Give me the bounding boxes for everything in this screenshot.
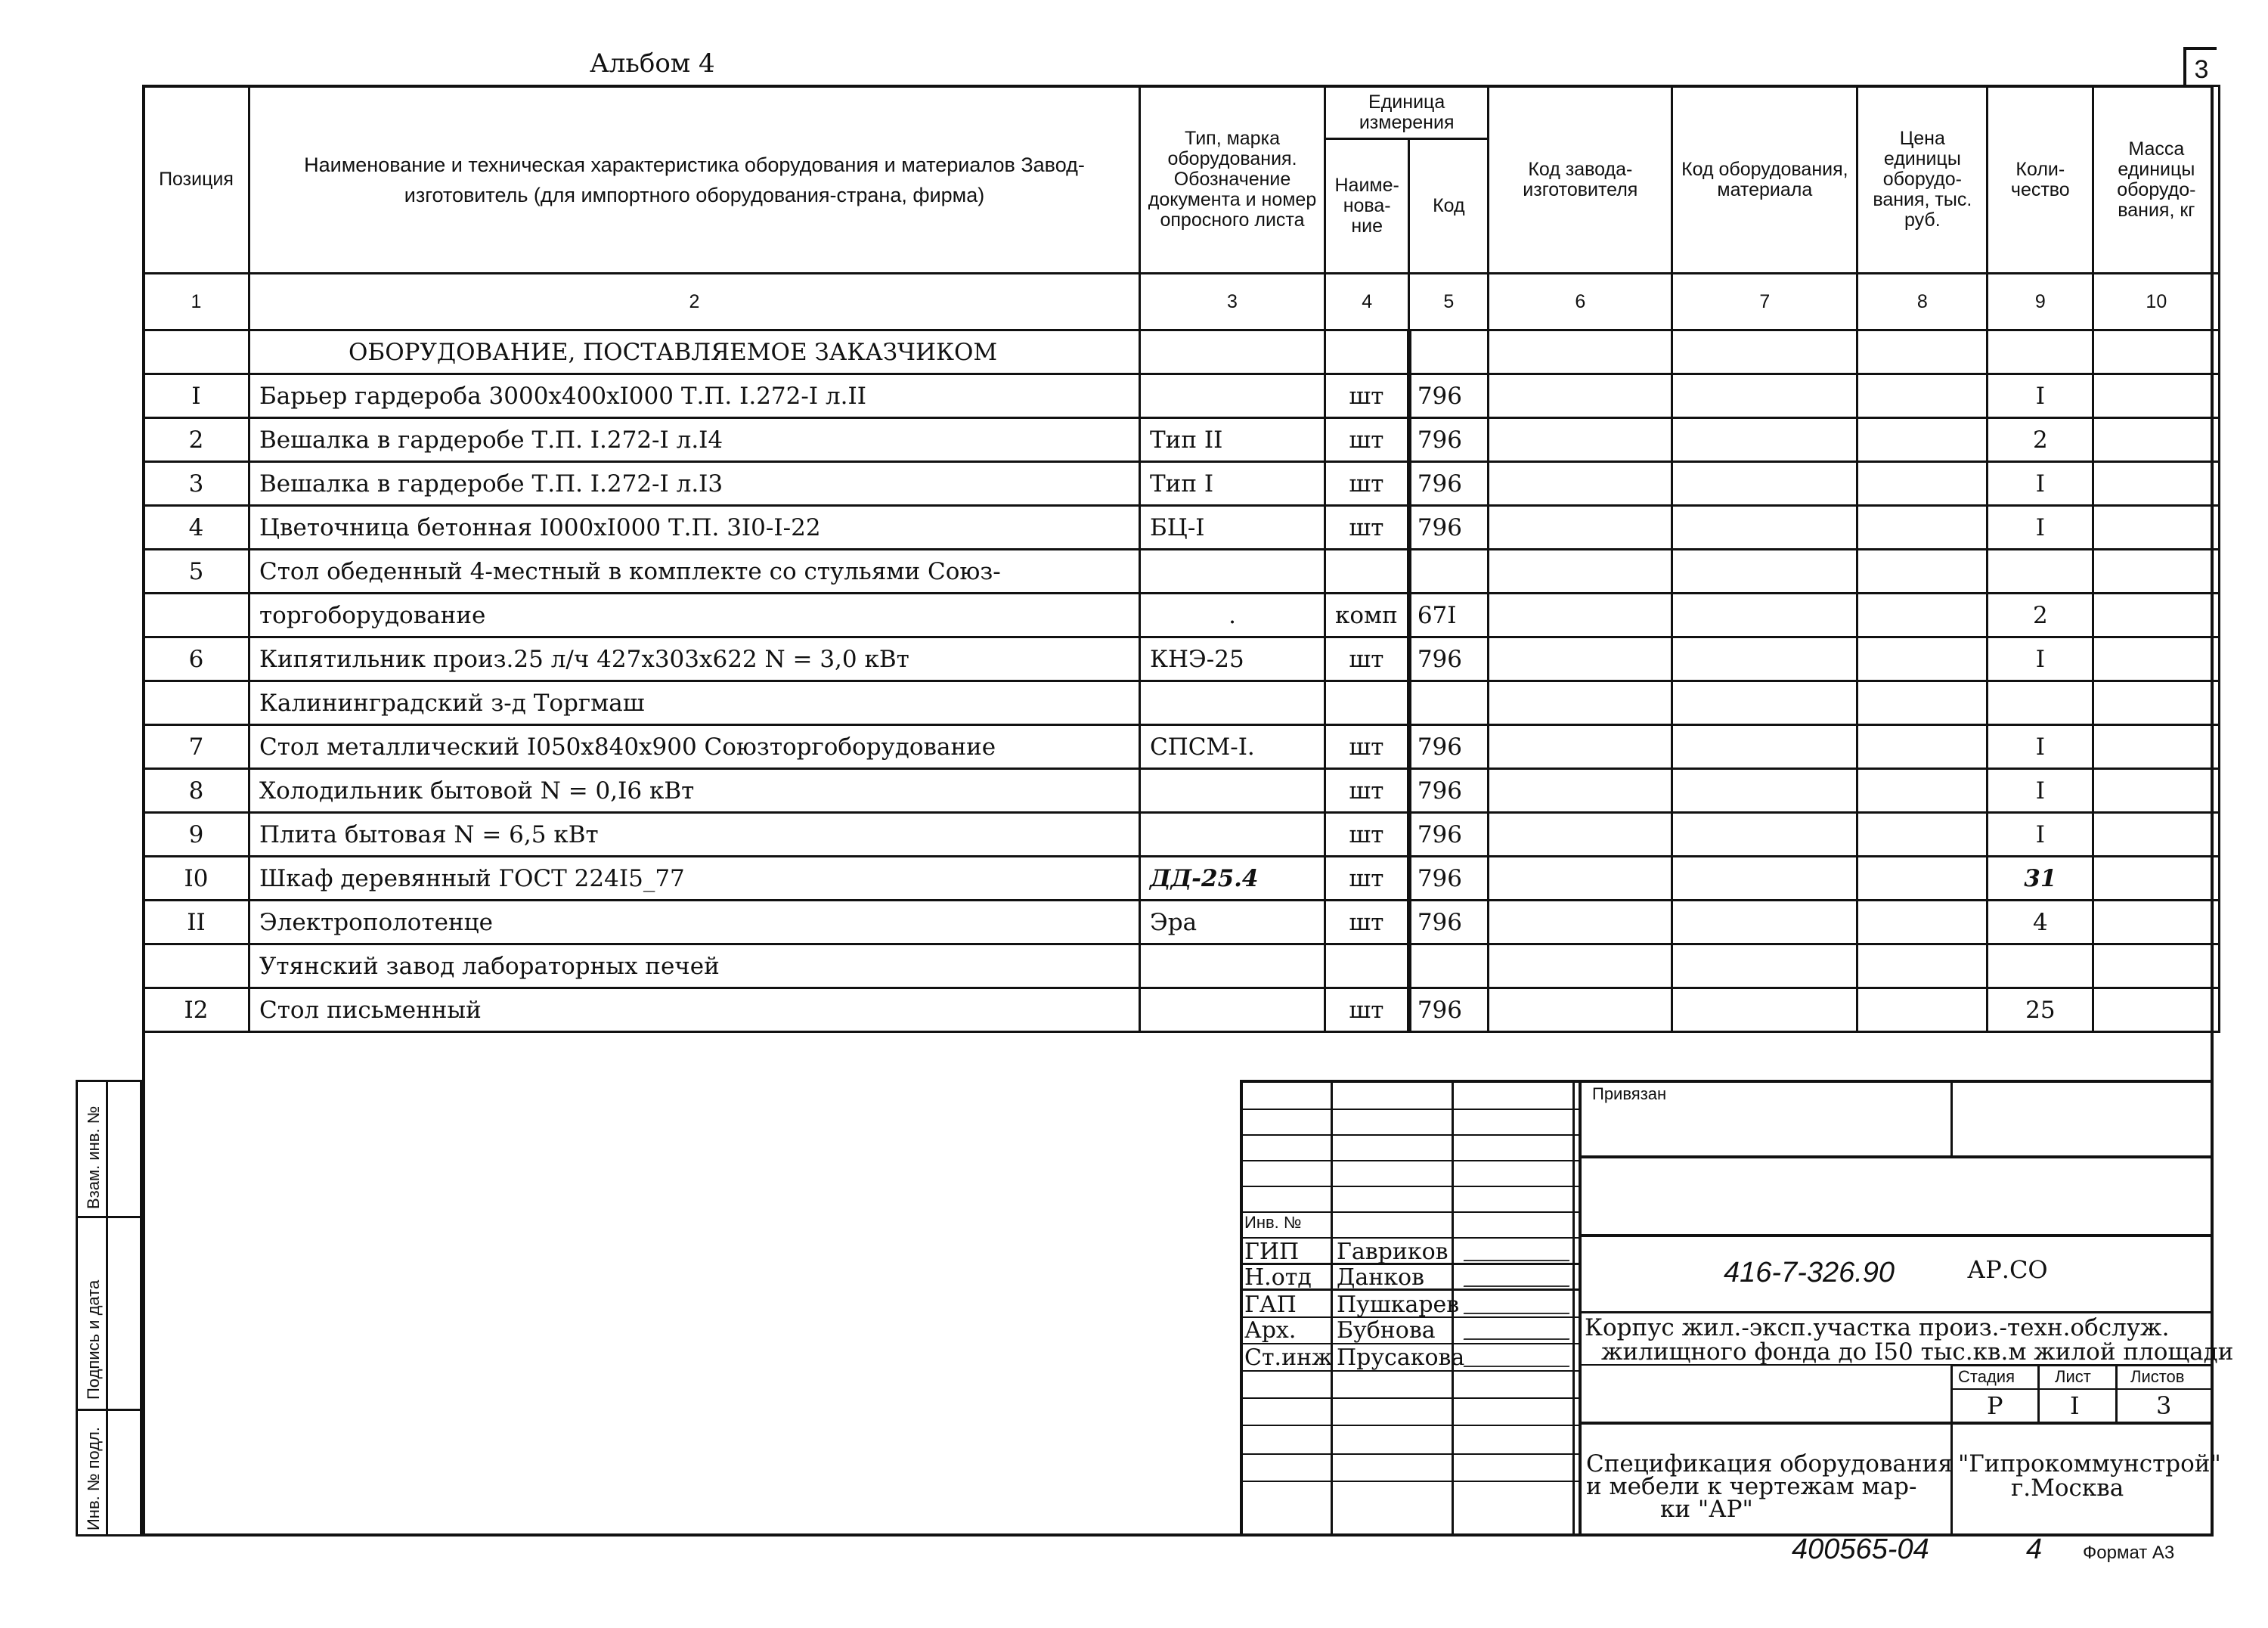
unit-code-cell — [1409, 944, 1489, 988]
type-cell: Тип II — [1140, 418, 1325, 462]
quantity-cell — [1988, 550, 2093, 594]
table-row — [144, 944, 2220, 988]
price-cell — [1857, 944, 1988, 988]
mass-cell — [2093, 462, 2220, 506]
position-cell: I2 — [144, 988, 249, 1032]
album-label: Альбом 4 — [590, 48, 715, 79]
factory-code-cell — [1489, 725, 1672, 769]
position-cell: 3 — [144, 462, 249, 506]
factory-code-cell — [1489, 857, 1672, 901]
price-cell — [1857, 374, 1988, 418]
unit-code-cell: 796 — [1409, 374, 1489, 418]
factory-code-cell — [1489, 769, 1672, 813]
table-row — [144, 857, 2220, 901]
header-name: Наименование и техническая характеристика оборудования и материалов Завод-изготовитель (для импортного оборудования-страна, фирма) — [249, 86, 1140, 274]
name-cell: Вешалка в гардеробе Т.П. I.272-I л.I3 — [249, 462, 1140, 506]
type-cell: . — [1140, 594, 1325, 637]
mass-cell — [2093, 944, 2220, 988]
title-block — [1240, 1080, 2234, 1537]
unit-name-cell: шт — [1325, 988, 1409, 1032]
sheets-value: 3 — [2156, 1391, 2172, 1420]
name-cell: Шкаф деревянный ГОСТ 224I5_77 — [249, 857, 1140, 901]
table-row — [144, 769, 2220, 813]
position-cell: I0 — [144, 857, 249, 901]
unit-code-cell — [1409, 681, 1489, 725]
quantity-cell — [1988, 944, 2093, 988]
factory-code-cell — [1489, 944, 1672, 988]
type-cell: БЦ-I — [1140, 506, 1325, 550]
signature — [1464, 1263, 1576, 1287]
person-name: Прусакова — [1337, 1344, 1465, 1371]
unit-code-cell: 796 — [1409, 637, 1489, 681]
header-mass: Масса единицы оборудо-вания, кг — [2093, 86, 2220, 274]
mass-cell — [2093, 550, 2220, 594]
mass-cell — [2093, 330, 2220, 374]
position-cell: 5 — [144, 550, 249, 594]
mass-cell — [2093, 374, 2220, 418]
object-name-line-2: жилищного фонда до I50 тыс.кв.м жилой площади — [1601, 1338, 2234, 1366]
price-cell — [1857, 725, 1988, 769]
mass-cell — [2093, 857, 2220, 901]
type-cell — [1140, 813, 1325, 857]
quantity-cell: I — [1988, 374, 2093, 418]
header-unit-name: Наиме-нова-ние — [1325, 139, 1409, 274]
name-cell: Цветочница бетонная I000хI000 Т.П. 3I0-I-22 — [249, 506, 1140, 550]
unit-name-cell: шт — [1325, 901, 1409, 944]
quantity-cell: 2 — [1988, 594, 2093, 637]
price-cell — [1857, 550, 1988, 594]
object-name-line-1: Корпус жил.-эксп.участка произ.-техн.обслуж. — [1585, 1314, 2170, 1341]
header-equipment-code: Код оборудования, материала — [1672, 86, 1857, 274]
unit-code-cell: 67I — [1409, 594, 1489, 637]
unit-code-cell: 796 — [1409, 418, 1489, 462]
equipment-code-cell — [1672, 769, 1857, 813]
header-factory-code: Код завода-изготовителя — [1489, 86, 1672, 274]
mass-cell — [2093, 725, 2220, 769]
equipment-code-cell — [1672, 681, 1857, 725]
type-cell — [1140, 374, 1325, 418]
factory-code-cell — [1489, 988, 1672, 1032]
factory-code-cell — [1489, 681, 1672, 725]
role-label: Н.отд — [1244, 1264, 1312, 1291]
column-number: 7 — [1672, 274, 1857, 330]
factory-code-cell — [1489, 550, 1672, 594]
position-cell: 2 — [144, 418, 249, 462]
unit-name-cell: шт — [1325, 506, 1409, 550]
mass-cell — [2093, 988, 2220, 1032]
price-cell — [1857, 988, 1988, 1032]
price-cell — [1857, 857, 1988, 901]
unit-name-cell — [1325, 681, 1409, 725]
mass-cell — [2093, 506, 2220, 550]
quantity-cell: I — [1988, 769, 2093, 813]
position-cell: 7 — [144, 725, 249, 769]
quantity-cell: I — [1988, 725, 2093, 769]
equipment-code-cell — [1672, 988, 1857, 1032]
section-heading-row — [144, 330, 2220, 374]
sheet-title-3: ки "АР" — [1660, 1496, 1753, 1523]
position-cell: 6 — [144, 637, 249, 681]
table-row — [144, 374, 2220, 418]
document-number: 416-7-326.90 — [1724, 1257, 1895, 1288]
type-cell: СПСМ-I. — [1140, 725, 1325, 769]
quantity-cell: 31 — [1988, 857, 2093, 901]
name-cell: Кипятильник произ.25 л/ч 427х303х622 N = 3,0 кВт — [249, 637, 1140, 681]
quantity-cell: I — [1988, 506, 2093, 550]
position-cell: I — [144, 374, 249, 418]
unit-code-cell — [1409, 550, 1489, 594]
quantity-cell — [1988, 330, 2093, 374]
table-row — [144, 681, 2220, 725]
unit-code-cell: 796 — [1409, 462, 1489, 506]
person-name: Гавриков — [1337, 1239, 1448, 1265]
equipment-code-cell — [1672, 944, 1857, 988]
signature-date-label: Подпись и дата — [84, 1279, 103, 1400]
unit-code-cell: 796 — [1409, 901, 1489, 944]
paper-format: Формат А3 — [2083, 1543, 2175, 1563]
equipment-code-cell — [1672, 725, 1857, 769]
name-cell: торгоборудование — [249, 594, 1140, 637]
sheets-label: Листов — [2130, 1367, 2185, 1386]
organization-city: г.Москва — [2011, 1475, 2124, 1502]
stage-label: Стадия — [1958, 1367, 2015, 1386]
price-cell — [1857, 462, 1988, 506]
header-unit-group: Единица измерения — [1325, 86, 1489, 139]
original-inventory-label: Инв. № подл. — [84, 1426, 103, 1530]
name-cell: Электрополотенце — [249, 901, 1140, 944]
price-cell — [1857, 330, 1988, 374]
table-row — [144, 901, 2220, 944]
type-cell: ДД-25.4 — [1140, 857, 1325, 901]
sheet-title-1: Спецификация оборудования — [1586, 1450, 1953, 1478]
quantity-cell: 4 — [1988, 901, 2093, 944]
header-position: Позиция — [144, 86, 249, 274]
table-row — [144, 637, 2220, 681]
position-cell — [144, 330, 249, 374]
price-cell — [1857, 594, 1988, 637]
quantity-cell: I — [1988, 462, 2093, 506]
signature — [1464, 1290, 1576, 1314]
unit-code-cell: 796 — [1409, 769, 1489, 813]
quantity-cell: 2 — [1988, 418, 2093, 462]
attached-label: Привязан — [1592, 1084, 1667, 1103]
sheet-label: Лист — [2055, 1367, 2091, 1386]
type-cell — [1140, 944, 1325, 988]
document-mark: АР.СО — [1967, 1255, 2048, 1284]
person-name: Бубнова — [1337, 1317, 1436, 1344]
name-cell: Стол письменный — [249, 988, 1140, 1032]
table-row — [144, 462, 2220, 506]
person-name: Данков — [1337, 1264, 1424, 1291]
unit-name-cell: шт — [1325, 769, 1409, 813]
table-row — [144, 594, 2220, 637]
unit-name-cell: шт — [1325, 857, 1409, 901]
role-label: ГИП — [1244, 1239, 1300, 1265]
equipment-code-cell — [1672, 330, 1857, 374]
price-cell — [1857, 813, 1988, 857]
position-cell: 9 — [144, 813, 249, 857]
table-row — [144, 988, 2220, 1032]
specification-table — [142, 85, 2220, 1033]
price-cell — [1857, 506, 1988, 550]
unit-code-cell: 796 — [1409, 506, 1489, 550]
header-price: Цена единицы оборудо-вания, тыс. руб. — [1857, 86, 1988, 274]
page-number: 4 — [2026, 1533, 2043, 1565]
unit-name-cell: комп — [1325, 594, 1409, 637]
person-name: Пушкарев — [1337, 1292, 1460, 1318]
position-cell: 8 — [144, 769, 249, 813]
price-cell — [1857, 769, 1988, 813]
factory-code-cell — [1489, 594, 1672, 637]
column-number: 10 — [2093, 274, 2220, 330]
unit-name-cell: шт — [1325, 374, 1409, 418]
price-cell — [1857, 637, 1988, 681]
header-unit-code: Код — [1409, 139, 1489, 274]
table-row — [144, 418, 2220, 462]
sheet-corner-number: 3 — [2183, 47, 2217, 88]
position-cell: 4 — [144, 506, 249, 550]
unit-code-cell: 796 — [1409, 857, 1489, 901]
column-number: 2 — [249, 274, 1140, 330]
unit-code-cell: 796 — [1409, 813, 1489, 857]
quantity-cell: I — [1988, 813, 2093, 857]
type-cell: Тип I — [1140, 462, 1325, 506]
role-label: ГАП — [1244, 1292, 1297, 1318]
type-cell — [1140, 988, 1325, 1032]
unit-code-cell — [1409, 330, 1489, 374]
factory-code-cell — [1489, 506, 1672, 550]
binding-stamp — [76, 1080, 142, 1537]
unit-name-cell: шт — [1325, 462, 1409, 506]
type-cell: КНЭ-25 — [1140, 637, 1325, 681]
equipment-code-cell — [1672, 418, 1857, 462]
unit-name-cell — [1325, 330, 1409, 374]
mass-cell — [2093, 418, 2220, 462]
price-cell — [1857, 901, 1988, 944]
equipment-code-cell — [1672, 857, 1857, 901]
mass-cell — [2093, 637, 2220, 681]
factory-code-cell — [1489, 901, 1672, 944]
factory-code-cell — [1489, 374, 1672, 418]
unit-name-cell: шт — [1325, 418, 1409, 462]
mass-cell — [2093, 813, 2220, 857]
quantity-cell: I — [1988, 637, 2093, 681]
type-cell — [1140, 769, 1325, 813]
table-row — [144, 725, 2220, 769]
signature — [1464, 1316, 1576, 1340]
position-cell — [144, 594, 249, 637]
type-cell — [1140, 681, 1325, 725]
unit-name-cell: шт — [1325, 813, 1409, 857]
column-number: 4 — [1325, 274, 1409, 330]
unit-name-cell: шт — [1325, 637, 1409, 681]
name-cell: ОБОРУДОВАНИЕ, ПОСТАВЛЯЕМОЕ ЗАКАЗЧИКОМ — [249, 330, 1140, 374]
position-cell — [144, 681, 249, 725]
unit-name-cell: шт — [1325, 725, 1409, 769]
equipment-code-cell — [1672, 594, 1857, 637]
mass-cell — [2093, 769, 2220, 813]
mass-cell — [2093, 681, 2220, 725]
name-cell: Стол металлический I050х840х900 Союзторгоборудование — [249, 725, 1140, 769]
equipment-code-cell — [1672, 901, 1857, 944]
name-cell: Вешалка в гардеробе Т.П. I.272-I л.I4 — [249, 418, 1140, 462]
signature — [1464, 1237, 1576, 1261]
column-number: 3 — [1140, 274, 1325, 330]
role-label: Арх. — [1244, 1317, 1297, 1344]
column-number: 1 — [144, 274, 249, 330]
swap-inventory-label: Взам. инв. № — [84, 1105, 103, 1209]
unit-name-cell — [1325, 550, 1409, 594]
name-cell: Барьер гардероба 3000х400хI000 Т.П. I.272-I л.II — [249, 374, 1140, 418]
equipment-code-cell — [1672, 550, 1857, 594]
archive-number: 400565-04 — [1792, 1533, 1929, 1565]
table-row — [144, 550, 2220, 594]
name-cell: Холодильник бытовой N = 0,I6 кВт — [249, 769, 1140, 813]
type-cell: Эра — [1140, 901, 1325, 944]
position-cell — [144, 944, 249, 988]
type-cell — [1140, 550, 1325, 594]
factory-code-cell — [1489, 462, 1672, 506]
inventory-number-label: Инв. № — [1244, 1213, 1302, 1232]
unit-code-cell: 796 — [1409, 988, 1489, 1032]
organization-name: "Гипрокоммунстрой" — [1958, 1450, 2221, 1478]
unit-name-cell — [1325, 944, 1409, 988]
role-label: Ст.инж — [1244, 1344, 1333, 1371]
column-number: 6 — [1489, 274, 1672, 330]
equipment-code-cell — [1672, 813, 1857, 857]
column-number: 5 — [1409, 274, 1489, 330]
column-number: 9 — [1988, 274, 2093, 330]
name-cell: Утянский завод лабораторных печей — [249, 944, 1140, 988]
sheet-value: I — [2070, 1391, 2080, 1420]
factory-code-cell — [1489, 637, 1672, 681]
type-cell — [1140, 330, 1325, 374]
column-number: 8 — [1857, 274, 1988, 330]
factory-code-cell — [1489, 813, 1672, 857]
name-cell: Стол обеденный 4-местный в комплекте со стульями Союз- — [249, 550, 1140, 594]
header-type: Тип, марка оборудования. Обозначение документа и номер опросного листа — [1140, 86, 1325, 274]
table-row — [144, 813, 2220, 857]
price-cell — [1857, 681, 1988, 725]
name-cell: Плита бытовая N = 6,5 кВт — [249, 813, 1140, 857]
quantity-cell: 25 — [1988, 988, 2093, 1032]
equipment-code-cell — [1672, 506, 1857, 550]
quantity-cell — [1988, 681, 2093, 725]
equipment-code-cell — [1672, 462, 1857, 506]
column-number-row — [144, 274, 2220, 330]
mass-cell — [2093, 594, 2220, 637]
stage-value: Р — [1987, 1391, 2003, 1420]
equipment-code-cell — [1672, 374, 1857, 418]
position-cell: II — [144, 901, 249, 944]
mass-cell — [2093, 901, 2220, 944]
sheet-title-2: и мебели к чертежам мар- — [1586, 1473, 1917, 1500]
signature — [1464, 1343, 1576, 1367]
unit-code-cell: 796 — [1409, 725, 1489, 769]
factory-code-cell — [1489, 418, 1672, 462]
table-row — [144, 506, 2220, 550]
price-cell — [1857, 418, 1988, 462]
factory-code-cell — [1489, 330, 1672, 374]
header-quantity: Коли-чество — [1988, 86, 2093, 274]
equipment-code-cell — [1672, 637, 1857, 681]
name-cell: Калининградский з-д Торгмаш — [249, 681, 1140, 725]
